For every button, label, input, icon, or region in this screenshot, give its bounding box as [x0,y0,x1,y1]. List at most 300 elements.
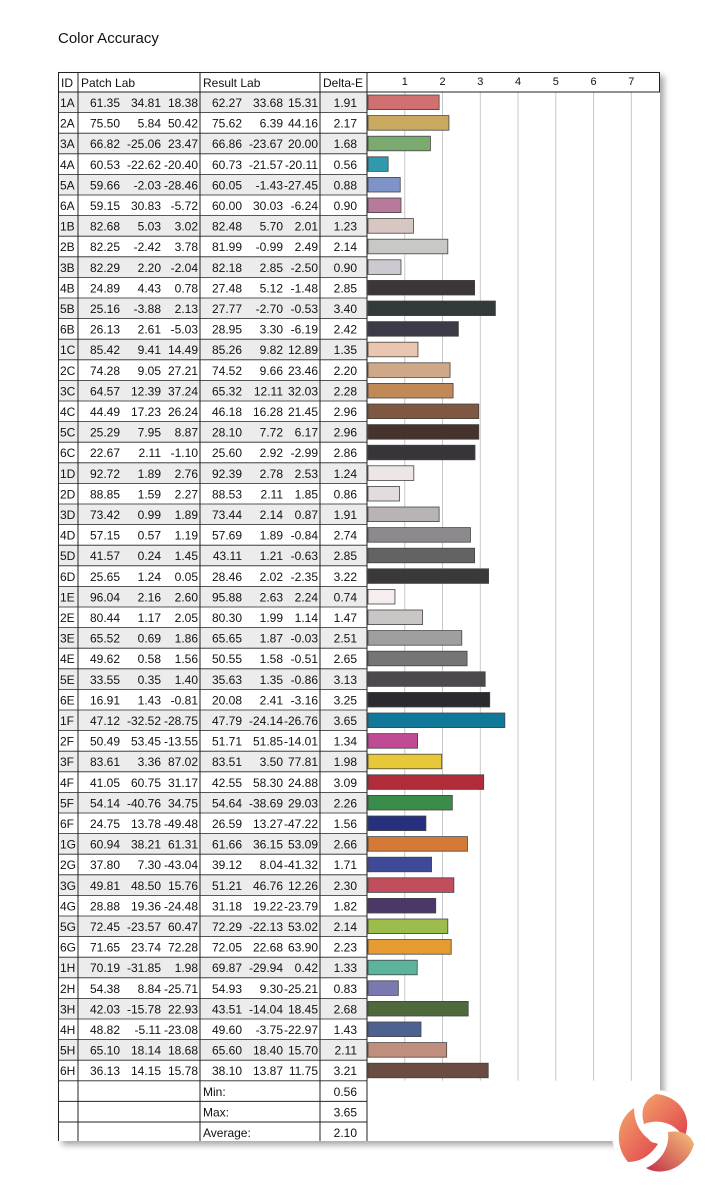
patch-lab-value: -20.40 [163,157,198,172]
patch-lab-value: 23.47 [167,137,198,152]
delta-e-value: 2.17 [333,116,357,131]
patch-lab-value: 96.04 [89,590,120,605]
result-lab-value: 36.15 [252,837,283,852]
patch-lab-value: 1.45 [174,549,198,564]
delta-e-bar [368,301,495,316]
patch-lab-value: 54.38 [89,981,120,996]
result-lab-value: -20.11 [284,157,318,172]
result-lab-value: 6.39 [259,116,283,131]
result-lab-value: 82.18 [211,260,242,275]
delta-e-bar [368,1001,468,1016]
result-lab-value: -0.63 [290,549,318,564]
patch-lab-value: 37.24 [167,384,198,399]
row-id: 4E [60,652,75,667]
delta-e-value: 1.24 [333,466,357,481]
patch-lab-value: -32.52 [126,714,161,728]
result-lab-value: 1.58 [259,652,283,667]
header-delta-e: Delta-E [323,76,364,90]
delta-e-bar [368,589,395,604]
delta-e-value: 2.30 [333,878,357,893]
result-lab-value: 88.53 [211,487,242,502]
result-lab-value: 0.42 [294,961,318,976]
patch-lab-value: 14.49 [167,343,198,358]
delta-e-value: 3.21 [333,1064,357,1079]
result-lab-value: 1.21 [259,549,283,564]
patch-lab-value: 71.65 [89,940,120,955]
delta-e-bar [368,610,423,625]
patch-lab-value: -5.72 [170,199,198,213]
result-lab-value: -1.43 [255,178,283,193]
color-accuracy-chart [58,72,660,1141]
result-lab-value: 22.68 [252,940,283,955]
patch-lab-value: 82.25 [89,240,120,255]
result-lab-value: 20.00 [287,137,318,152]
result-lab-value: 53.09 [287,837,318,852]
patch-lab-value: 73.42 [89,508,120,522]
patch-lab-value: 59.66 [89,178,120,193]
axis-tick-label: 5 [552,76,559,88]
summary-value: 3.65 [333,1105,357,1120]
delta-e-bar [368,507,439,522]
patch-lab-value: 33.55 [89,672,120,687]
row-id: 5F [60,796,75,811]
delta-e-bar [368,734,418,749]
patch-lab-value: 2.11 [138,446,161,461]
patch-lab-value: 18.38 [167,96,198,110]
row-id: 2H [60,981,76,996]
patch-lab-value: 13.78 [130,817,161,831]
result-lab-value: -47.22 [283,817,318,831]
patch-lab-value: 92.72 [89,466,120,481]
delta-e-bar [368,878,454,893]
delta-e-bar [368,466,414,481]
result-lab-value: -6.19 [290,322,318,337]
patch-lab-value: 57.15 [89,528,120,543]
delta-e-value: 0.90 [333,199,357,213]
patch-lab-value: 1.19 [174,528,198,543]
delta-e-bar [368,1043,447,1058]
patch-lab-value: 1.86 [174,631,198,646]
delta-e-value: 2.20 [333,363,357,378]
result-lab-value: -2.70 [255,302,283,316]
result-lab-value: 24.88 [287,775,318,790]
delta-e-bar [368,219,413,234]
result-lab-value: -0.51 [290,652,318,667]
patch-lab-value: 0.99 [137,508,161,522]
delta-e-value: 1.35 [333,343,357,358]
row-id: 3E [60,631,75,646]
delta-e-value: 2.66 [333,837,357,852]
row-id: 5C [60,425,76,440]
delta-e-value: 1.23 [333,219,357,234]
patch-lab-value: 50.49 [89,734,120,749]
delta-e-value: 2.23 [333,940,357,955]
patch-lab-value: -15.78 [126,1002,161,1017]
delta-e-value: 2.14 [333,240,357,255]
patch-lab-value: 50.42 [167,116,198,131]
delta-e-value: 0.56 [333,157,357,172]
result-lab-value: 44.16 [287,116,318,131]
patch-lab-value: 3.36 [137,755,161,770]
patch-lab-value: 25.29 [89,425,120,440]
patch-lab-value: -28.46 [163,178,198,193]
result-lab-value: 57.69 [211,528,242,543]
delta-e-bar [368,136,430,151]
delta-e-bar [368,95,439,110]
delta-e-bar [368,940,451,955]
result-lab-value: 5.12 [259,281,283,296]
patch-lab-value: -43.04 [163,858,198,873]
result-lab-value: 28.95 [211,322,242,337]
result-lab-value: -38.69 [248,796,283,811]
patch-lab-value: 1.40 [174,672,198,687]
result-lab-value: 54.93 [211,981,242,996]
patch-lab-value: 61.31 [167,837,198,852]
patch-lab-value: 37.80 [89,858,120,873]
result-lab-value: -22.13 [248,920,283,934]
patch-lab-value: 34.75 [167,796,198,811]
summary-label: Max: [203,1105,230,1120]
delta-e-value: 2.51 [333,631,357,646]
delta-e-bar [368,198,401,213]
row-id: 5B [60,302,75,316]
result-lab-value: 2.02 [259,569,283,584]
delta-e-bar [368,548,475,563]
result-lab-value: 77.81 [287,755,318,770]
patch-lab-value: 23.74 [130,940,161,955]
result-lab-value: 25.60 [211,446,242,461]
row-id: 6C [60,446,76,461]
delta-e-bar [368,363,450,378]
patch-lab-value: 22.67 [89,446,120,461]
delta-e-value: 3.22 [333,569,357,584]
patch-lab-value: 2.60 [174,590,198,605]
delta-e-value: 2.28 [333,384,357,399]
result-lab-value: 20.08 [211,693,242,708]
patch-lab-value: 0.58 [137,652,161,667]
row-id: 1E [60,590,75,605]
result-lab-value: -0.84 [290,528,318,543]
row-id: 5G [60,920,77,934]
patch-lab-value: 7.30 [137,858,161,873]
result-lab-value: 13.87 [252,1064,283,1079]
result-lab-value: 60.73 [211,157,242,172]
header-patch-lab: Patch Lab [81,76,136,90]
delta-e-value: 2.96 [333,405,357,419]
patch-lab-value: 72.28 [167,940,198,955]
result-lab-value: -1.48 [290,281,318,296]
delta-e-value: 3.65 [333,714,357,728]
patch-lab-value: 24.89 [89,281,120,296]
patch-lab-value: 2.13 [174,302,198,316]
patch-lab-value: 4.43 [137,281,161,296]
patch-lab-value: 1.59 [137,487,161,502]
row-id: 2C [60,363,76,378]
result-lab-value: 16.28 [252,405,283,419]
row-id: 3A [60,137,75,152]
row-id: 3D [60,508,76,522]
row-id: 3B [60,260,75,275]
delta-e-bar [368,280,475,295]
result-lab-value: 0.87 [294,508,318,522]
patch-lab-value: 9.05 [137,363,161,378]
result-lab-value: 81.99 [211,240,242,255]
result-lab-value: 5.70 [259,219,283,234]
patch-lab-value: 2.05 [174,611,198,625]
delta-e-bar [368,651,467,666]
delta-e-value: 2.42 [333,322,357,337]
result-lab-value: 62.27 [211,96,242,110]
patch-lab-value: 27.21 [167,363,198,378]
patch-lab-value: 24.75 [89,817,120,831]
result-lab-value: 95.88 [211,590,242,605]
delta-e-bar [368,775,484,790]
result-lab-value: 32.03 [287,384,318,399]
patch-lab-value: 60.94 [89,837,120,852]
delta-e-value: 1.33 [333,961,357,976]
result-lab-value: 8.04 [259,858,283,873]
result-lab-value: -0.86 [290,672,318,687]
patch-lab-value: 14.15 [130,1064,161,1079]
patch-lab-value: 60.75 [130,775,161,790]
axis-tick-label: 4 [514,76,522,88]
result-lab-value: 27.77 [211,302,242,316]
row-id: 6G [60,940,77,955]
delta-e-value: 2.74 [333,528,357,543]
delta-e-bar [368,342,418,357]
result-lab-value: 3.50 [259,755,283,770]
delta-e-bar [368,672,485,687]
delta-e-value: 2.11 [334,1043,357,1058]
result-lab-value: 1.99 [259,611,283,625]
result-lab-value: -6.24 [290,199,318,213]
patch-lab-value: 7.95 [137,425,161,440]
result-lab-value: -21.57 [248,157,283,172]
delta-e-bar [368,322,458,337]
patch-lab-value: 41.57 [89,549,120,564]
result-lab-value: 2.78 [259,466,283,481]
result-lab-value: -29.94 [248,961,283,976]
patch-lab-value: 49.62 [89,652,120,667]
delta-e-bar [368,425,479,440]
patch-lab-value: -5.03 [170,322,198,337]
result-lab-value: 29.03 [287,796,318,811]
patch-lab-value: -31.85 [126,961,161,976]
result-lab-value: 1.87 [259,631,283,646]
color-accuracy-report [58,72,660,1141]
result-lab-value: 6.17 [294,425,318,440]
patch-lab-value: 18.14 [130,1043,161,1058]
header-id: ID [61,76,73,90]
result-lab-value: -24.14 [248,714,283,728]
delta-e-bar [368,981,398,996]
delta-e-bar [368,816,426,831]
delta-e-value: 3.13 [333,672,357,687]
patch-lab-value: 2.61 [137,322,161,337]
delta-e-bar [368,157,388,172]
patch-lab-value: 1.89 [174,508,198,522]
result-lab-value: 2.14 [259,508,283,522]
row-id: 1A [60,96,75,110]
result-lab-value: 51.85 [252,734,283,749]
patch-lab-value: 36.13 [89,1064,120,1079]
patch-lab-value: -25.71 [163,981,198,996]
patch-lab-value: 49.81 [89,878,120,893]
patch-lab-value: 3.78 [174,240,198,255]
summary-value: 2.10 [333,1126,357,1140]
result-lab-value: 69.87 [211,961,242,976]
result-lab-value: -3.16 [290,693,318,708]
axis-tick-label: 7 [628,76,635,88]
row-id: 2A [60,116,75,131]
patch-lab-value: -2.42 [133,240,161,255]
result-lab-value: 1.89 [259,528,283,543]
summary-label: Average: [203,1126,251,1140]
row-id: 3F [60,755,75,770]
result-lab-value: 80.30 [211,611,242,625]
patch-lab-value: 2.76 [174,466,198,481]
patch-lab-value: -49.48 [163,817,198,831]
result-lab-value: 2.01 [294,219,318,234]
patch-lab-value: -28.75 [163,714,198,728]
result-lab-value: 74.52 [211,363,242,378]
row-id: 5A [60,178,75,193]
delta-e-value: 3.40 [333,302,357,316]
delta-e-bar [368,116,449,131]
delta-e-value: 2.85 [333,281,357,296]
patch-lab-value: 82.68 [89,219,120,234]
delta-e-bar [368,837,467,852]
patch-lab-value: 30.83 [130,199,161,213]
row-id: 4A [60,157,75,172]
delta-e-value: 1.43 [333,1023,357,1037]
result-lab-value: 50.55 [211,652,242,667]
patch-lab-value: 28.88 [89,899,120,914]
patch-lab-value: 1.24 [137,569,161,584]
delta-e-value: 1.91 [333,508,357,522]
delta-e-value: 2.68 [333,1002,357,1017]
patch-lab-value: 34.81 [130,96,161,110]
delta-e-bar [368,631,462,646]
row-id: 1F [60,714,75,728]
row-id: 6F [60,817,75,831]
delta-e-bar [368,692,490,707]
result-lab-value: 12.89 [287,343,318,358]
page-title: Color Accuracy [58,30,159,47]
result-lab-value: 51.71 [211,734,242,749]
result-lab-value: -2.35 [290,569,318,584]
result-lab-value: 15.70 [287,1043,318,1058]
row-id: 5D [60,549,76,564]
result-lab-value: 72.05 [211,940,242,955]
result-lab-value: 2.63 [259,590,283,605]
delta-e-value: 2.26 [333,796,357,811]
patch-lab-value: 47.12 [89,714,120,728]
delta-e-value: 2.85 [333,549,357,564]
patch-lab-value: 19.36 [130,899,161,914]
patch-lab-value: 31.17 [167,775,198,790]
row-id: 1D [60,466,76,481]
result-lab-value: 2.85 [259,260,283,275]
delta-e-value: 2.65 [333,652,357,667]
result-lab-value: 65.32 [211,384,242,399]
result-lab-value: 28.10 [211,425,242,440]
result-lab-value: 54.64 [211,796,242,811]
result-lab-value: -23.79 [283,899,318,914]
result-lab-value: 9.30 [259,981,283,996]
patch-lab-value: 26.24 [167,405,198,419]
row-id: 6B [60,322,75,337]
patch-lab-value: 75.50 [89,116,120,131]
delta-e-value: 1.47 [333,611,357,625]
patch-lab-value: 54.14 [89,796,120,811]
result-lab-value: -22.97 [283,1023,318,1037]
patch-lab-value: 1.89 [137,466,161,481]
delta-e-bar [368,960,417,975]
delta-e-value: 0.83 [333,981,357,996]
delta-e-value: 3.25 [333,693,357,708]
patch-lab-value: -0.81 [170,693,198,708]
result-lab-value: 7.72 [259,425,283,440]
delta-e-bar [368,1063,488,1078]
delta-e-value: 2.86 [333,446,357,461]
patch-lab-value: 44.49 [89,405,120,419]
result-lab-value: 2.92 [259,446,283,461]
patch-lab-value: 80.44 [89,611,120,625]
patch-lab-value: 5.84 [137,116,161,131]
row-id: 3G [60,878,77,893]
patch-lab-value: 0.35 [137,672,161,687]
delta-e-value: 1.82 [333,899,357,914]
patch-lab-value: 72.45 [89,920,120,934]
patch-lab-value: 16.91 [89,693,120,708]
result-lab-value: 61.66 [211,837,242,852]
patch-lab-value: 1.56 [174,652,198,667]
patch-lab-value: 38.21 [130,837,161,852]
summary-label: Min: [203,1084,226,1099]
delta-e-bar [368,1022,421,1037]
delta-e-bar [368,713,505,728]
delta-e-value: 0.74 [333,590,357,605]
row-id: 6H [60,1064,76,1079]
delta-e-value: 0.88 [333,178,357,193]
row-id: 5E [60,672,75,687]
row-id: 2D [60,487,76,502]
result-lab-value: -26.76 [283,714,318,728]
result-lab-value: 19.22 [252,899,283,914]
result-lab-value: -0.53 [290,302,318,316]
result-lab-value: 42.55 [211,775,242,790]
result-lab-value: 2.53 [294,466,318,481]
patch-lab-value: 64.57 [89,384,120,399]
patch-lab-value: 25.16 [89,302,120,316]
result-lab-value: -41.32 [283,858,318,873]
delta-e-bar [368,898,436,913]
result-lab-value: 72.29 [211,920,242,934]
patch-lab-value: 22.93 [167,1002,198,1017]
row-id: 4H [60,1023,76,1037]
result-lab-value: 18.40 [252,1043,283,1058]
patch-lab-value: 1.98 [174,961,198,976]
result-lab-value: 9.66 [259,363,283,378]
delta-e-bar [368,754,442,769]
patch-lab-value: 65.10 [89,1043,120,1058]
result-lab-value: 27.48 [211,281,242,296]
result-lab-value: -14.01 [283,734,318,749]
result-lab-value: 13.27 [252,817,283,831]
delta-e-value: 2.14 [333,920,357,934]
result-lab-value: -14.04 [248,1002,283,1017]
